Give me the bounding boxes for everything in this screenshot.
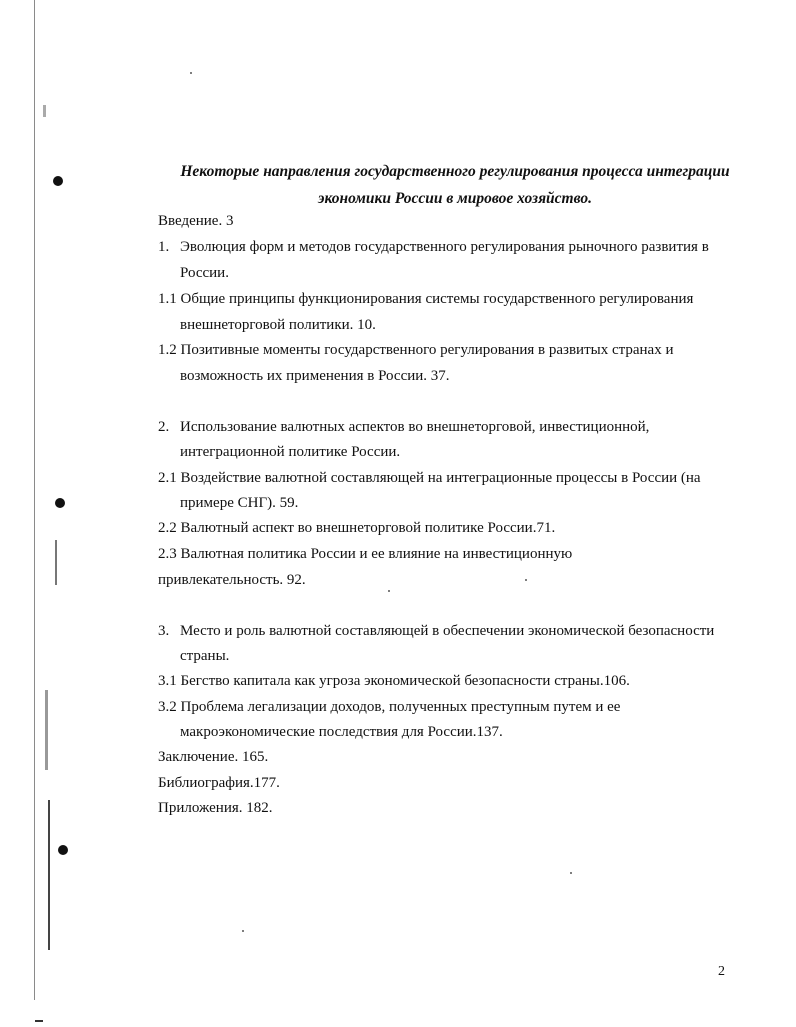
toc-section-number: 1.: [158, 239, 170, 255]
scan-speck: [190, 72, 192, 74]
scan-smudge: [45, 690, 48, 770]
toc-section-2-cont: интеграционной политике России.: [180, 444, 401, 460]
toc-item-2-1-cont: примере СНГ). 59.: [180, 495, 299, 511]
toc-item-3-1: 3.1 Бегство капитала как угроза экономической безопасности страны.106.: [158, 673, 630, 689]
punch-hole-bottom: [58, 845, 68, 855]
scan-smudge: [35, 1020, 43, 1022]
scan-smudge: [55, 540, 57, 585]
toc-item-2-2: 2.2 Валютный аспект во внешнеторговой политике России.71.: [158, 520, 556, 536]
toc-item-3-2: 3.2 Проблема легализации доходов, полученных преступным путем и ее: [158, 699, 621, 715]
scan-speck: [525, 579, 527, 581]
toc-appendix: Приложения. 182.: [158, 800, 273, 816]
toc-item-2-3-cont: привлекательность. 92.: [158, 572, 306, 588]
toc-section-1: [158, 238, 709, 256]
toc-section-2: [158, 418, 649, 436]
title-line-1: Некоторые направления государственного регулирования процесса интеграции: [180, 163, 730, 180]
toc-section-3-title: Место и роль валютной составляющей в обеспечении экономической безопасности: [180, 623, 715, 639]
toc-section-3-cont: страны.: [180, 648, 230, 664]
toc-section-1-cont: России.: [180, 265, 229, 281]
toc-section-3: [158, 622, 714, 640]
scan-speck: [242, 930, 244, 932]
page-number: 2: [718, 964, 725, 979]
scan-smudge: [48, 800, 50, 950]
scan-smudge: [43, 105, 46, 117]
toc-section-number: 3.: [158, 623, 170, 639]
binder-edge-line: [34, 0, 35, 1000]
toc-item-1-2-cont: возможность их применения в России. 37.: [180, 368, 450, 384]
scan-speck: [570, 872, 572, 874]
toc-item-1-1: 1.1 Общие принципы функционирования системы государственного регулирования: [158, 291, 694, 307]
toc-bibliography: Библиография.177.: [158, 775, 280, 791]
toc-section-1-title: Эволюция форм и методов государственного регулирования рыночного развития в: [180, 239, 709, 255]
punch-hole-top: [53, 176, 63, 186]
scan-speck: [388, 590, 390, 592]
document-title: [160, 158, 750, 212]
toc-intro: Введение. 3: [158, 213, 234, 229]
toc-item-1-2: 1.2 Позитивные моменты государственного регулирования в развитых странах и: [158, 342, 674, 358]
toc-item-3-2-cont: макроэкономические последствия для России.137.: [180, 724, 503, 740]
toc-conclusion: Заключение. 165.: [158, 749, 269, 765]
toc-item-1-1-cont: внешнеторговой политики. 10.: [180, 317, 376, 333]
title-line-2: экономики России в мировое хозяйство.: [318, 190, 592, 207]
toc-section-2-title: Использование валютных аспектов во внешнеторговой, инвестиционной,: [180, 419, 650, 435]
punch-hole-middle: [55, 498, 65, 508]
toc-item-2-3: 2.3 Валютная политика России и ее влияние на инвестиционную: [158, 546, 573, 562]
toc-item-2-1: 2.1 Воздействие валютной составляющей на интеграционные процессы в России (на: [158, 470, 701, 486]
toc-section-number: 2.: [158, 419, 170, 435]
